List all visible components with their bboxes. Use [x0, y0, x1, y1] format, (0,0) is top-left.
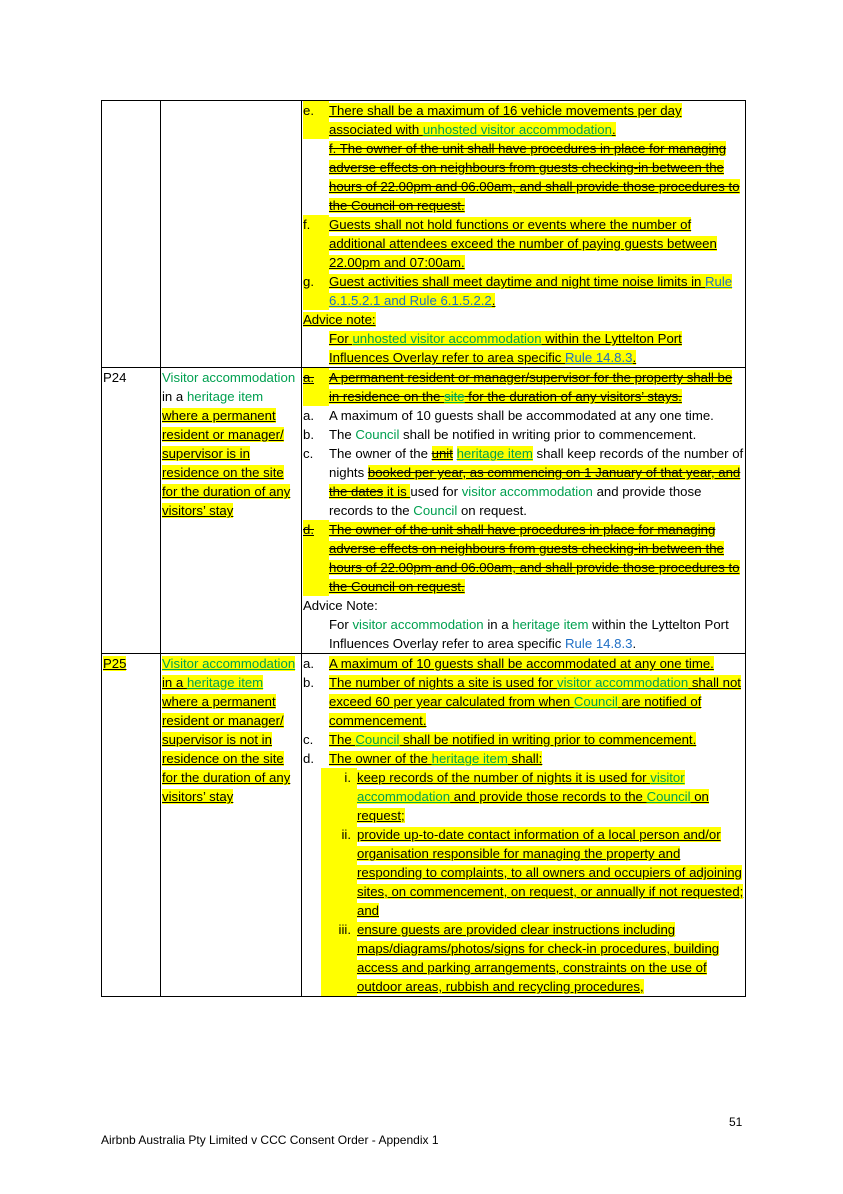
standard-item-c: c. The owner of the unit heritage item shall keep records of the number of nights booked per year, as commencing on 1 January of that year, and the dates it is used for visitor accommodation and provide those records to the Council on request. [303, 446, 744, 518]
rules-table [101, 100, 746, 997]
item-label: e. [303, 101, 329, 139]
activity-cell: Visitor accommodation in a heritage item where a permanent resident or manager/ supervisor is in residence on the site for the duration of any visitors’ stay [161, 368, 302, 654]
sub-item-i: i. keep records of the number of nights it is used for visitor accommodation and provide those records to the Council on request; [303, 768, 745, 825]
standard-item-b: b. The Council shall be notified in writing prior to commencement. [303, 427, 697, 442]
advice-label: Advice note: [303, 312, 376, 327]
item-text: Guest activities shall meet daytime and night time noise limits in [329, 274, 706, 289]
defined-term: unhosted visitor accommodation [422, 122, 612, 137]
table-row-p25 [102, 654, 746, 997]
advice-note [303, 596, 745, 615]
standard-item-a: a. A maximum of 10 guests shall be accommodated at any one time. [303, 656, 714, 671]
standard-item-deleted-d: d. The owner of the unit shall have procedures in place for managing adverse effects on neighbours from guests checking-in between the hours of 22.00pm and 06.00am, and shall provide those procedures to the Council on request. [303, 522, 740, 594]
footer-text: Airbnb Australia Pty Limited v CCC Consent Order - Appendix 1 [101, 1133, 439, 1147]
standard-item-g: g. Guest activities shall meet daytime and night time noise limits in Rule 6.1.5.2.1 and Rule 6.1.5.2.2. [303, 274, 733, 308]
defined-term: visitor accommodation [461, 484, 593, 499]
item-text: provide up-to-date contact information of a local person and/or organisation responsible for managing the property and responding to complaints, to all owners and occupiers of adjoining sites, on commencement, on request, or annually if not requested; and [357, 827, 744, 918]
defined-term: heritage item [186, 675, 264, 690]
standard-item-a: a. A maximum of 10 guests shall be accommodated at any one time. [303, 406, 745, 425]
deleted-text: booked per year, as commencing on 1 January of that year, and the dates [329, 465, 741, 499]
rule-link[interactable]: Rule 6.1.5.2.1 and Rule 6.1.5.2.2 [329, 274, 733, 308]
defined-term: Council [573, 694, 618, 709]
defined-term: Council [413, 503, 458, 518]
defined-term: heritage item [456, 446, 533, 461]
item-text: A maximum of 10 guests shall be accommodated at any one time. [329, 656, 714, 671]
rule-id-cell [102, 368, 161, 654]
rule-id: P25 [103, 656, 127, 671]
rule-link[interactable]: Rule 14.8.3 [565, 636, 633, 651]
defined-term: Council [355, 732, 400, 747]
standard-item-e: e. There shall be a maximum of 16 vehicle movements per day associated with unhosted visitor accommodation. [303, 103, 682, 137]
sub-item-ii: ii. provide up-to-date contact information of a local person and/or organisation responsible for managing the property and responding to complaints, to all owners and occupiers of adjoining sites, on commencement, on request, or annually if not requested; and [303, 825, 745, 920]
activity-text: where a permanent resident or manager/ supervisor is not in residence on the site for the duration of any visitors’ stay [162, 694, 291, 804]
defined-term: visitor accommodation [352, 617, 484, 632]
standards-cell: a. A permanent resident or manager/supervisor for the property shall be in residence on the site for the duration of any visitors’ stays. a. A maximum of 10 guests shall be accommodated at any one time. b. The Council shall be notified in writing prior to commencement. c. The owner of the unit heritage item shall keep records of the number of nights booked per year, as commencing on 1 January of that year, and the dates it is used for visitor accommodation and provide those records to the Council on request. d. The owner of the unit shall have procedures in place for managing adverse effects on neighbours from guests checking-in between the hours of 22.00pm and 06.00am, and shall provide those procedures to the Council on request. Advice Note: For visitor accommodation in a heritage item within the Lyttelton Port Influences Overlay refer to area specific Rule 14.8.3. [302, 368, 746, 654]
page-number: 51 [729, 1115, 743, 1129]
table-row-continuation [102, 101, 746, 368]
standards-cell: e. There shall be a maximum of 16 vehicle movements per day associated with unhosted visitor accommodation. f. The owner of the unit shall have procedures in place for managing adverse effects on neighbours from guests checking-in between the hours of 22.00pm and 06.00am, and shall provide those procedures to the Council on request. f. Guests shall not hold functions or events where the number of additional attendees exceed the number of paying guests between 22.00pm and 07:00am. g. Guest activities shall meet daytime and night time noise limits in Rule 6.1.5.2.1 and Rule 6.1.5.2.2. Advice note: For unhosted visitor accommodation within the Lyttelton Port Influences Overlay refer to area specific Rule 14.8.3. [302, 101, 746, 368]
activity-text: where a permanent resident or manager/ supervisor is in residence on the site for the duration of any visitors’ stay [162, 408, 291, 518]
item-text: ensure guests are provided clear instructions including maps/diagrams/photos/signs for check-in procedures, building access and parking arrangements, constraints on the use of outdoor areas, rubbish and recycling procedures, [357, 922, 720, 994]
defined-term: Council [646, 789, 691, 804]
deleted-text: The owner of the unit shall have procedures in place for managing adverse effects on neighbours from guests checking-in between the hours of 22.00pm and 06.00am, and shall provide those procedures to the Council on request. [329, 522, 740, 594]
item-text: Guests shall not hold functions or events where the number of additional attendees exceed the number of paying guests between 22.00pm and 07:00am. [329, 217, 717, 270]
rule-id-cell [102, 654, 161, 997]
standard-item-d: d. The owner of the heritage item shall: [303, 751, 543, 766]
activity-cell: Visitor accommodation in a heritage item where a permanent resident or manager/ supervisor is not in residence on the site for the duration of any visitors’ stay [161, 654, 302, 997]
standard-item-b: b. The number of nights a site is used for visitor accommodation shall not exceed 60 per year calculated from when Council are notified of commencement. [303, 675, 741, 728]
defined-term: heritage item [431, 751, 508, 766]
standard-item-c: c. The Council shall be notified in writing prior to commencement. [303, 732, 697, 747]
deleted-text: f. The owner of the unit shall have procedures in place for managing adverse effects on neighbours from guests checking-in between the hours of 22.00pm and 06.00am, and shall provide those procedures to the Council on request. [329, 141, 740, 213]
rule-id: P24 [103, 370, 127, 385]
defined-term: unhosted visitor accommodation [352, 331, 542, 346]
defined-term: heritage item [186, 389, 264, 404]
defined-term: Visitor accommodation [162, 370, 296, 385]
item-text: There shall be a maximum of 16 vehicle movements per day associated with [329, 103, 682, 137]
rule-id-cell [102, 101, 161, 368]
defined-term: visitor accommodation [357, 770, 685, 804]
defined-term: heritage item [512, 617, 589, 632]
standard-item-deleted-a: a. A permanent resident or manager/supervisor for the property shall be in residence on the site for the duration of any visitors’ stays. [303, 370, 733, 404]
activity-cell [161, 101, 302, 368]
advice-label: Advice Note: [303, 598, 378, 613]
defined-term: Visitor accommodation [162, 656, 296, 671]
item-text: A maximum of 10 guests shall be accommodated at any one time. [329, 408, 714, 423]
table-row-p24 [102, 368, 746, 654]
sub-item-iii: iii. ensure guests are provided clear instructions including maps/diagrams/photos/signs for check-in procedures, building access and parking arrangements, constraints on the use of outdoor areas, rubbish and recycling procedures, [303, 920, 745, 996]
advice-note [303, 310, 745, 329]
deleted-text: A permanent resident or manager/supervisor for the property shall be in residence on the [329, 370, 733, 404]
defined-term: Council [355, 427, 400, 442]
deleted-text: unit [431, 446, 453, 461]
rule-link[interactable]: Rule 14.8.3 [565, 350, 633, 365]
defined-term: visitor accommodation [556, 675, 689, 690]
standard-item-f: f. Guests shall not hold functions or events where the number of additional attendees exceed the number of paying guests between 22.00pm and 07:00am. [303, 217, 717, 270]
standards-cell [302, 654, 746, 997]
